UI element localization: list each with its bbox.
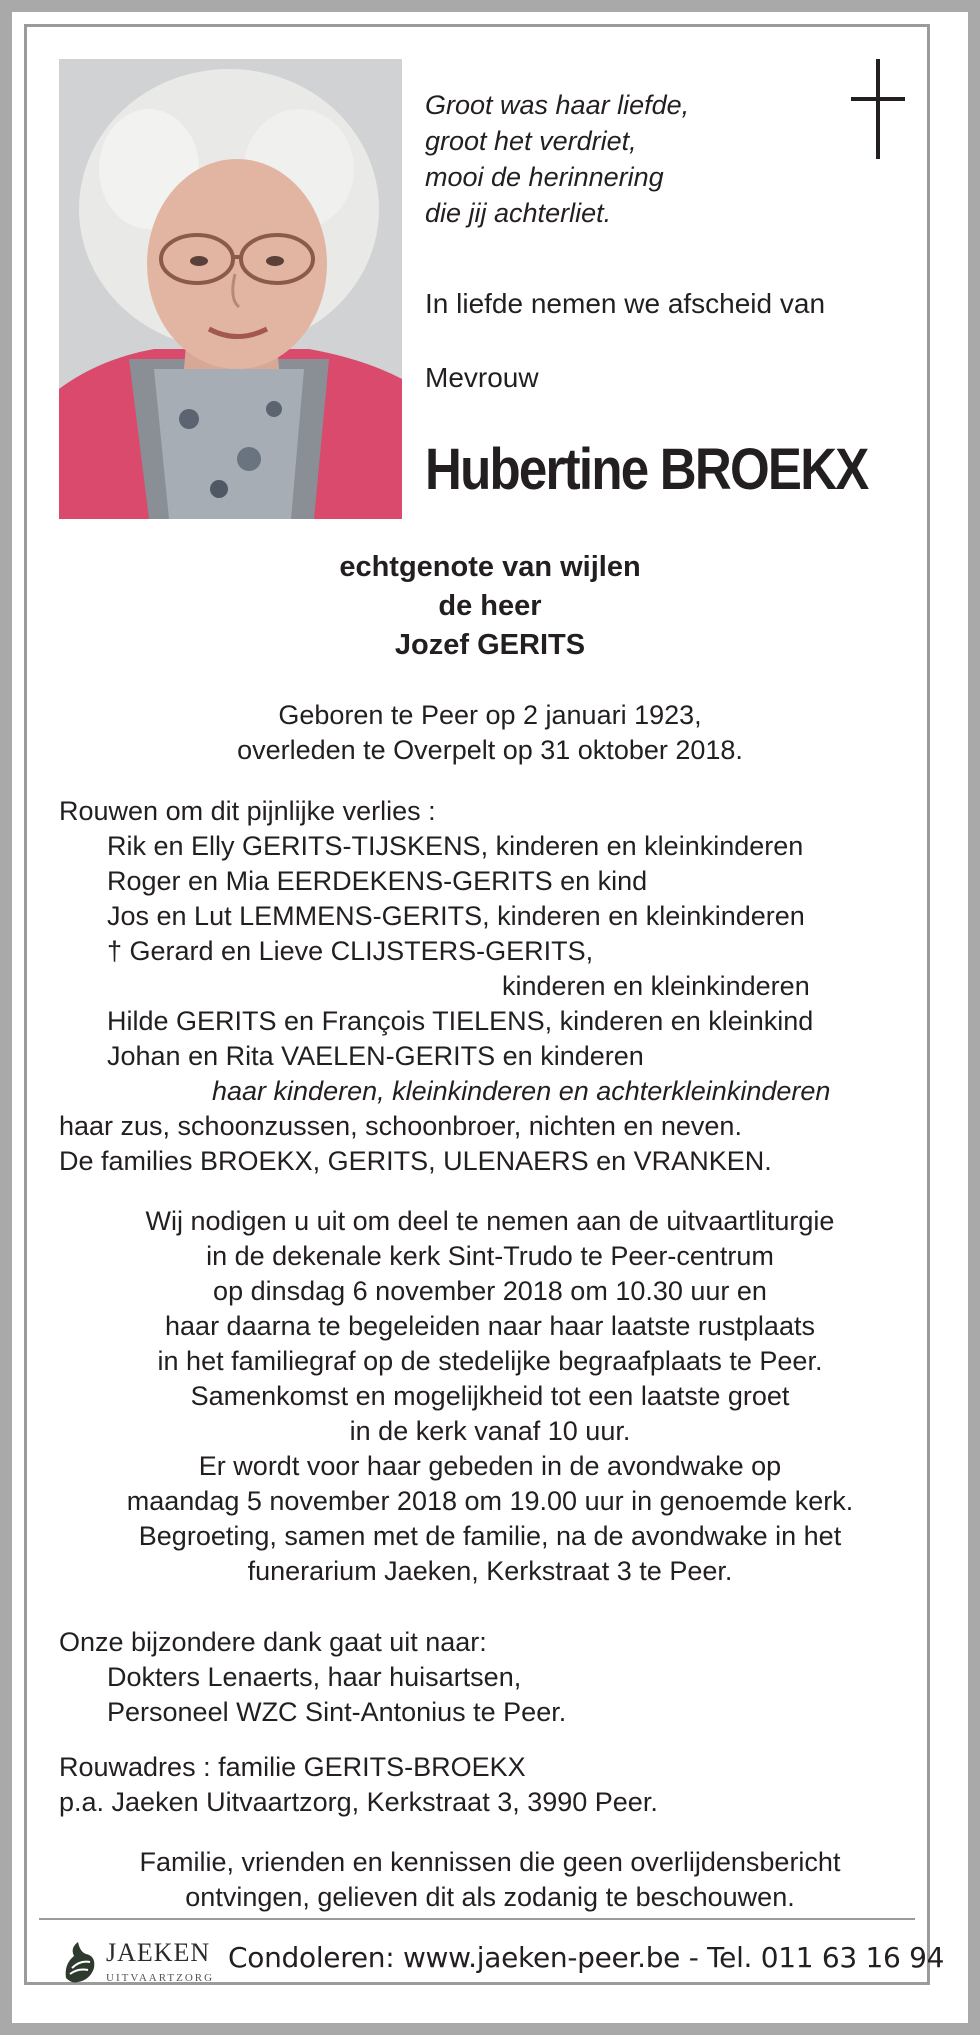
notice-line: Familie, vrienden en kennissen die geen overlijdensbericht (139, 1847, 841, 1877)
address-line: p.a. Jaeken Uitvaartzorg, Kerkstraat 3, 3990 Peer. (59, 1787, 658, 1817)
thanks-line: Dokters Lenaerts, haar huisartsen, (107, 1662, 522, 1692)
poem-line: die jij achterliet. (425, 198, 612, 228)
death-line: overleden te Overpelt op 31 oktober 2018. (237, 735, 743, 765)
mourner-line: Rik en Elly GERITS-TIJSKENS, kinderen en kleinkinderen (107, 831, 804, 861)
mourner-line: Jos en Lut LEMMENS-GERITS, kinderen en kleinkinderen (107, 901, 805, 931)
life-dates (0, 698, 980, 768)
cross-icon (851, 59, 905, 159)
notice-line: ontvingen, gelieven dit als zodanig te beschouwen. (185, 1882, 795, 1912)
jaeken-logo (60, 1932, 220, 1992)
bird-icon (60, 1938, 98, 1986)
memorial-poem (425, 87, 845, 231)
portrait-photo (59, 59, 402, 519)
mourner-line: kinderen en kleinkinderen (502, 971, 810, 1001)
notice-block (0, 1845, 980, 1915)
thanks-heading: Onze bijzondere dank gaat uit naar: (59, 1627, 487, 1657)
poem-line: mooi de herinnering (425, 162, 664, 192)
deceased-name: Hubertine BROEKX (425, 437, 868, 502)
mourner-line: haar kinderen, kleinkinderen en achterkleinkinderen (212, 1076, 831, 1106)
mourner-line: † Gerard en Lieve CLIJSTERS-GERITS, (107, 936, 594, 966)
birth-line: Geboren te Peer op 2 januari 1923, (278, 700, 702, 730)
logo-subtitle: UITVAARTZORG (106, 1972, 215, 1984)
mourning-address (59, 1750, 939, 1820)
condolence-contact[interactable]: Condoleren: www.jaeken-peer.be - Tel. 011 63 16 94 (228, 1941, 945, 1974)
funeral-invitation (0, 1204, 980, 1589)
invitation-line: Begroeting, samen met de familie, na de avondwake in het (138, 1521, 842, 1551)
farewell-intro: In liefde nemen we afscheid van (425, 288, 826, 319)
spouse-name: Jozef GERITS (394, 629, 586, 661)
address-line: Rouwadres : familie GERITS-BROEKX (59, 1752, 526, 1782)
invitation-line: in de dekenale kerk Sint-Trudo te Peer-centrum (206, 1241, 774, 1271)
invitation-line: in de kerk vanaf 10 uur. (349, 1416, 631, 1446)
poem-line: groot het verdriet, (425, 126, 637, 156)
spouse-line: de heer (438, 590, 542, 622)
invitation-line: haar daarna te begeleiden naar haar laatste rustplaats (165, 1311, 815, 1341)
mourner-line: Johan en Rita VAELEN-GERITS en kinderen (107, 1041, 644, 1071)
invitation-line: Er wordt voor haar gebeden in de avondwake op (198, 1451, 782, 1481)
spouse-line: echtgenote van wijlen (339, 551, 641, 583)
invitation-line: maandag 5 november 2018 om 19.00 uur in genoemde kerk. (126, 1486, 854, 1516)
invitation-line: in het familiegraf op de stedelijke begraafplaats te Peer. (157, 1346, 823, 1376)
thanks-line: Personeel WZC Sint-Antonius te Peer. (107, 1697, 567, 1727)
salutation: Mevrouw (425, 362, 539, 393)
invitation-line: Samenkomst en mogelijkheid tot een laatste groet (190, 1381, 790, 1411)
mourner-line: De families BROEKX, GERITS, ULENAERS en VRANKEN. (59, 1146, 772, 1176)
invitation-line: op dinsdag 6 november 2018 om 10.30 uur en (213, 1276, 767, 1306)
mourner-line: haar zus, schoonzussen, schoonbroer, nichten en neven. (59, 1111, 742, 1141)
footer-divider (39, 1918, 915, 1920)
poem-line: Groot was haar liefde, (425, 90, 690, 120)
mourner-line: Hilde GERITS en François TIELENS, kinderen en kleinkind (107, 1006, 814, 1036)
thanks-block (59, 1625, 939, 1730)
invitation-line: funerarium Jaeken, Kerkstraat 3 te Peer. (247, 1556, 733, 1586)
logo-name: JAEKEN (106, 1938, 211, 1967)
mourners-heading: Rouwen om dit pijnlijke verlies : (59, 796, 436, 826)
mourner-line: Roger en Mia EERDEKENS-GERITS en kind (107, 866, 648, 896)
invitation-line: Wij nodigen u uit om deel te nemen aan de uitvaartliturgie (145, 1206, 835, 1236)
mourners-list (59, 794, 939, 1179)
spouse-block (0, 548, 980, 665)
